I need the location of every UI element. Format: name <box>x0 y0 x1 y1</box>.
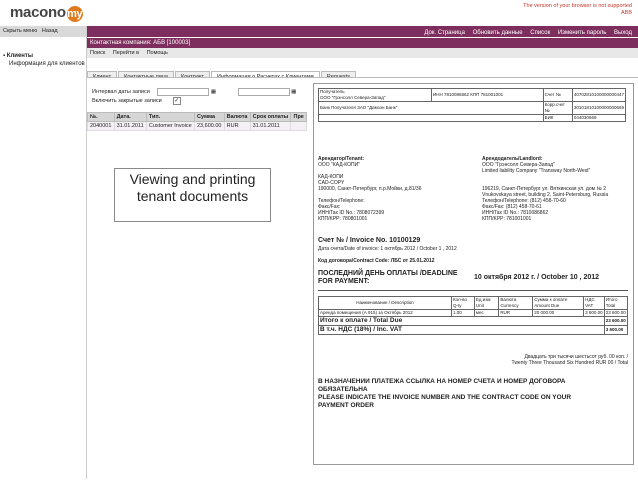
tenant-line: КАД-КОПИ <box>318 174 344 180</box>
calendar-icon[interactable]: ▦ <box>291 89 297 95</box>
row-amount: 20 000.00 <box>533 310 584 317</box>
notice-line2: ABB <box>620 10 632 16</box>
corr-label: Корр.счет № <box>543 102 572 115</box>
topnav-list[interactable]: Список <box>530 30 551 36</box>
tree-item-clients[interactable]: ▪ Клиенты <box>3 53 33 59</box>
table-row <box>319 310 628 317</box>
date-to-input[interactable] <box>238 88 290 96</box>
landlord-line: КПП/KPP: 781001001 <box>482 216 532 222</box>
cell-amount: 23,600.00 <box>194 122 224 131</box>
date-from-input[interactable] <box>157 88 209 96</box>
back-button[interactable]: Назад <box>41 28 58 34</box>
tenant-line: 190000, Санкт-Петербург, п.р.Мойки, д.81/36 <box>318 186 422 192</box>
tenant-line: ООО "КАД-КОПИ" <box>318 162 361 168</box>
bik-value: 044030669 <box>572 115 625 122</box>
topnav-doc-page[interactable]: Док. Страница <box>424 30 465 36</box>
total-due-row <box>319 317 628 326</box>
th-description: Наименование / Description <box>319 297 452 310</box>
invoice-title: Счет № / Invoice No. 10100129 <box>318 237 421 244</box>
inn-kpp-cell: ИНН 7810086862 КПП 781001001 <box>432 89 544 102</box>
row-vat: 3 600.00 <box>585 310 603 315</box>
col-more[interactable]: Пре <box>291 113 307 122</box>
menu-help[interactable]: Помощь <box>146 50 168 56</box>
tenant-line: Факс/Fax: <box>318 204 341 210</box>
landlord-line: Limited liability Company "Transway North-West" <box>482 168 591 174</box>
cell-date: 31.01.2011 <box>114 122 146 131</box>
amount-in-words: Двадцать три тысячи шестьсот руб. 00 коп. / Twenty Three Thousand Six Hundred RUR 00 / Total <box>511 354 628 366</box>
panel-menu <box>87 48 638 58</box>
deadline-rule <box>318 290 628 291</box>
top-nav <box>418 30 632 36</box>
cell-currency: RUR <box>224 122 250 131</box>
browser-notice <box>523 3 632 17</box>
th-vat: НДС VAT <box>584 297 605 310</box>
bank-details-table <box>318 88 626 122</box>
landlord-line: Телефон/Telephone: (812) 458-70-60 <box>482 198 566 204</box>
left-menu <box>0 26 86 37</box>
notice-line1: The version of your browser is not supported <box>523 3 632 9</box>
tenant-line: Телефон/Telephone: <box>318 198 365 204</box>
nav-tree <box>3 52 85 68</box>
table-row[interactable] <box>88 122 307 131</box>
vat-label: В т.ч. НДС (18%) / Inc. VAT <box>319 326 605 335</box>
landlord-block <box>482 156 630 222</box>
deadline-date: 10 октября 2012 г. / October 10 , 2012 <box>474 274 600 281</box>
th-total: Итого Total <box>604 297 627 310</box>
row-description: Аренда помещения (А 915) за Октябрь 2012 <box>319 310 452 317</box>
invoice-document <box>313 83 634 465</box>
recipient-cell: Получатель ООО "Грэнсолл Севера-Запад" <box>319 89 432 102</box>
col-currency[interactable]: Валюта <box>224 113 250 122</box>
vat-value: 3 600.00 <box>604 326 627 335</box>
topnav-refresh[interactable]: Обновить данные <box>472 30 523 36</box>
panel-title: Контактная компания: АБВ [100003] <box>87 38 638 48</box>
caption-line2: tenant documents <box>136 188 249 204</box>
bank-blank-cell <box>319 115 544 122</box>
vat-row <box>319 326 628 335</box>
payment-note: В НАЗНАЧЕНИИ ПЛАТЕЖА ССЫЛКА НА НОМЕР СЧЕТА И НОМЕР ДОГОВОРА ОБЯЗАТЕЛЬНА PLEASE INDICATE THE INVOICE NUMBER AND THE CONTRACT CODE ON YOUR PAYMENT ORDER <box>318 378 572 409</box>
th-amount: Сумма к оплате Amount Due <box>533 297 584 310</box>
calendar-icon[interactable]: ▦ <box>210 89 217 95</box>
th-currency: Валюта Currency <box>499 297 533 310</box>
records-grid <box>87 112 307 131</box>
cell-due-date: 31.01.2011 <box>250 122 291 131</box>
bank-cell: Банк Получателя ЗАО "Дамзэн Банк" <box>319 102 544 115</box>
col-type[interactable]: Тип. <box>146 113 194 122</box>
topnav-logout[interactable]: Выход <box>614 30 632 36</box>
row-qty: 1.00 <box>452 310 475 317</box>
grid-header-row <box>88 113 307 122</box>
account-label: Счет № <box>543 89 572 102</box>
charges-table <box>318 296 628 335</box>
landlord-label: Арендодатель/Landlord: <box>482 156 543 162</box>
th-unit: Ед.изм Unit <box>474 297 498 310</box>
app-header <box>0 0 638 26</box>
col-date[interactable]: Дата. <box>114 113 146 122</box>
row-total: 23 600.00 <box>605 310 626 315</box>
tree-item-client-info[interactable]: Информация для клиентов <box>9 61 85 67</box>
caption-callout <box>114 168 271 222</box>
topnav-change-password[interactable]: Изменить пароль <box>557 30 607 36</box>
date-range-label: Интервал даты записи <box>92 89 150 95</box>
account-value: 40702810100000000447 <box>572 89 625 102</box>
tenant-label: Арендатор/Tenant: <box>318 156 364 162</box>
col-number[interactable]: №. <box>88 113 115 122</box>
row-unit: мес <box>474 310 498 317</box>
row-currency: RUR <box>499 310 533 317</box>
left-sidebar <box>0 26 87 479</box>
filter-panel <box>92 88 296 106</box>
corr-value: 30101810100000000669 <box>572 102 625 115</box>
invoice-date: Дата счета/Date of invoice: 1 октябрь 2012 / October 1 , 2012 <box>318 246 457 252</box>
total-due-value: 23 600.00 <box>604 317 627 326</box>
deadline-label: ПОСЛЕДНИЙ ДЕНЬ ОПЛАТЫ /DEADLINE FOR PAYMENT: <box>318 270 458 285</box>
closed-records-label: Включить закрытые записи <box>92 98 162 104</box>
tenant-line: ИНН/Tax ID No.: 7808072399 <box>318 210 385 216</box>
caption-line1: Viewing and printing <box>129 171 256 187</box>
landlord-line: ИНН/Tax ID No.: 7810086862 <box>482 210 549 216</box>
tenant-line: CAD-COPY <box>318 180 345 186</box>
total-due-label: Итого к оплате / Total Due <box>319 317 605 326</box>
app-logo[interactable]: maconomy <box>10 4 83 21</box>
contract-code: Код договора/Contract Code: ЛБС от 25.01.2012 <box>318 258 435 264</box>
cell-type: Customer Invoice <box>146 122 194 131</box>
col-due-date[interactable]: Срок оплаты <box>250 113 291 122</box>
th-qty: Кол-во Q-ty <box>452 297 475 310</box>
closed-records-checkbox[interactable]: ✓ <box>174 98 180 104</box>
landlord-line: Vnukovskaya street, building 2, Saint-Petersburg, Russia <box>482 192 609 198</box>
charges-header-row <box>319 297 628 310</box>
cell-more <box>291 122 307 131</box>
tenant-block <box>318 156 468 222</box>
landlord-line: 196219, Санкт-Петербург ул. Вяткинская ул. дом № 2 <box>482 186 606 192</box>
menu-search[interactable]: Поиск <box>90 50 106 56</box>
cell-number: 2040001 <box>88 122 115 131</box>
landlord-line: ООО "Грэнсолл Севера-Запад" <box>482 162 555 168</box>
menu-goto[interactable]: Перейти в <box>112 50 140 56</box>
tab-bar <box>87 65 357 77</box>
hide-menu-button[interactable]: Скрыть меню <box>3 28 38 34</box>
tenant-line: КПП/KPP: 780801001 <box>318 216 368 222</box>
landlord-line: Факс/Fax: (812) 458-70-61 <box>482 204 542 210</box>
bik-label: БИК <box>543 115 572 122</box>
col-amount[interactable]: Сумма <box>194 113 224 122</box>
